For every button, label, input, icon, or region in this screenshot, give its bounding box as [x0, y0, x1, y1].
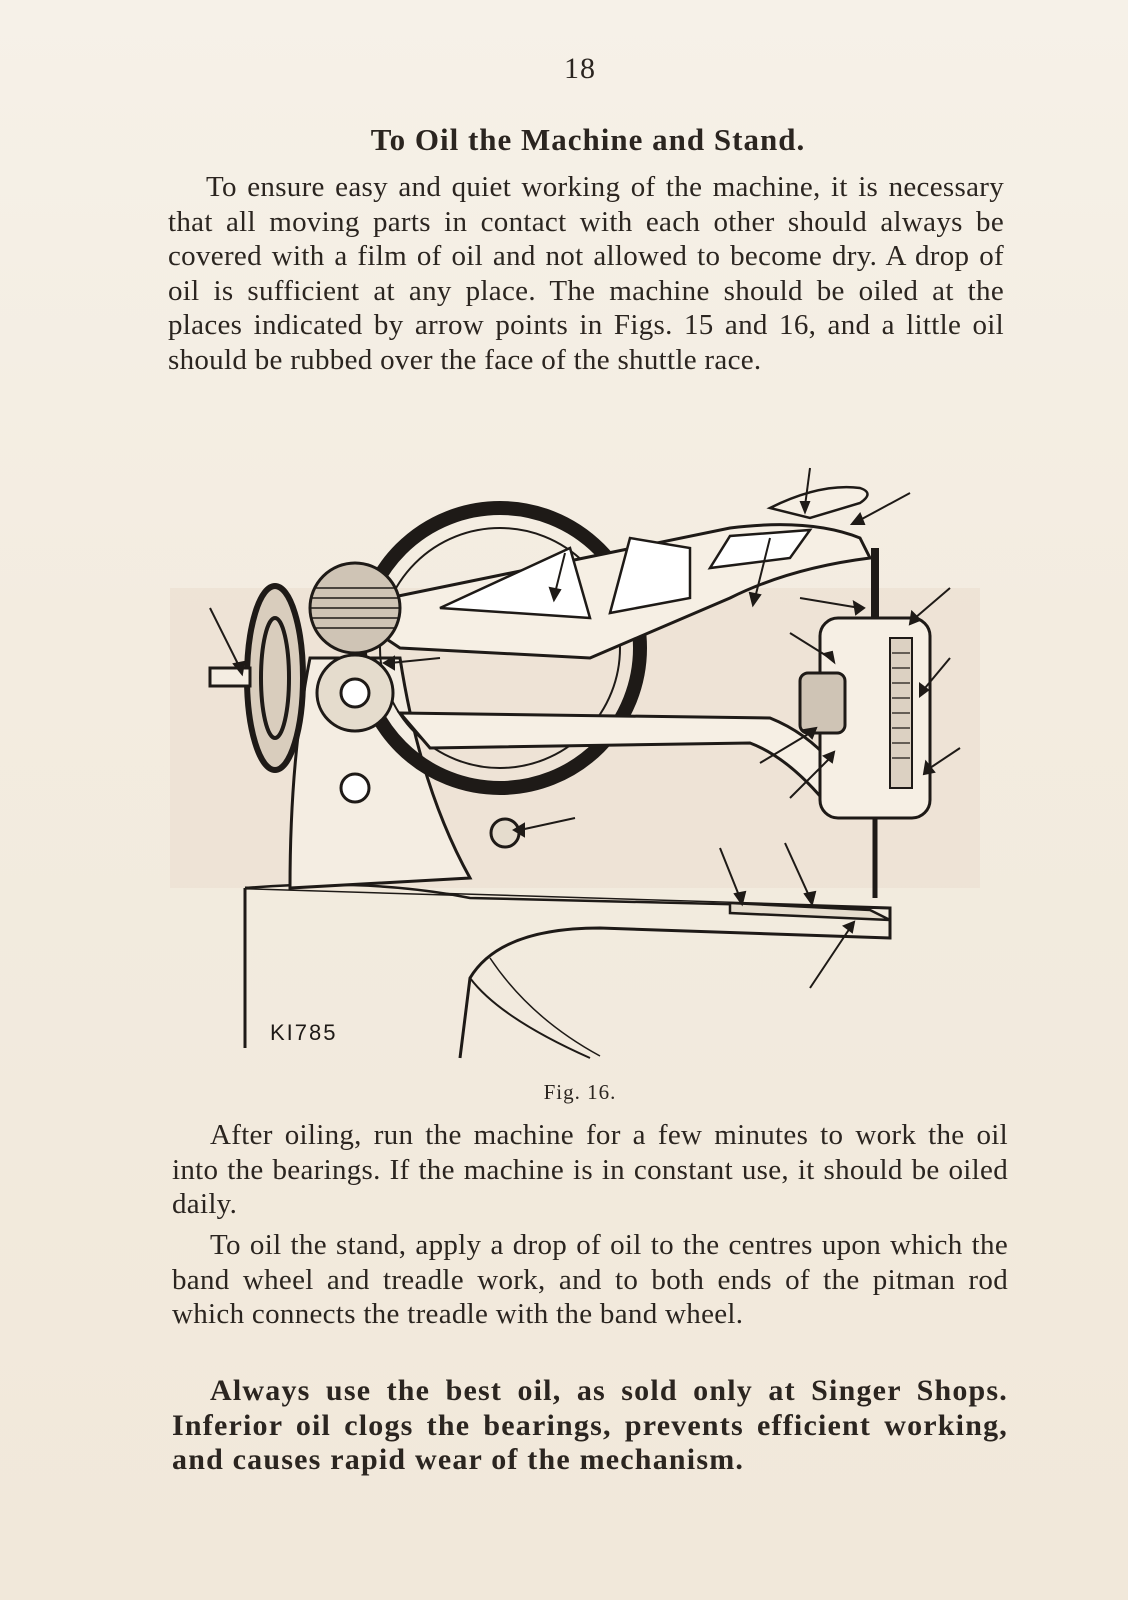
section-heading: To Oil the Machine and Stand. — [370, 122, 806, 157]
paragraph-after-oiling: After oiling, run the machine for a few minutes to work the oil into the bearings. If the machine is in constant use, it should be oiled daily. — [172, 1119, 1008, 1220]
page-number: 18 — [564, 52, 596, 85]
figure-caption: Fig. 16. — [543, 1080, 617, 1104]
paragraph-oiling-intro: To ensure easy and quiet working of the machine, it is necessary that all moving parts in contact with each other should always be covered with a film of oil and not allowed to become dry. A drop of oil is sufficient at any place. The machine should be oiled at the places indicated by arrow points in Figs. 15 and 16, and a little oil should be rubbed over the face of the shuttle race. — [168, 171, 1004, 376]
paragraph-oil-stand: To oil the stand, apply a drop of oil to the centres upon which the band wheel and treadle work, and to both ends of the pitman rod which connects the treadle with the band wheel. — [172, 1229, 1008, 1330]
figure-code-label: KI785 — [270, 1020, 338, 1045]
machine-drawing — [170, 458, 990, 1070]
pillar-screw — [341, 774, 369, 802]
paragraph-best-oil-notice: Always use the best oil, as sold only at Singer Shops. Inferior oil clogs the bearings, prevents efficient working, and causes rapid wear of the mechanism. — [172, 1374, 1008, 1476]
sewing-machine-illustration — [170, 458, 990, 1070]
hand-wheel — [247, 586, 303, 770]
